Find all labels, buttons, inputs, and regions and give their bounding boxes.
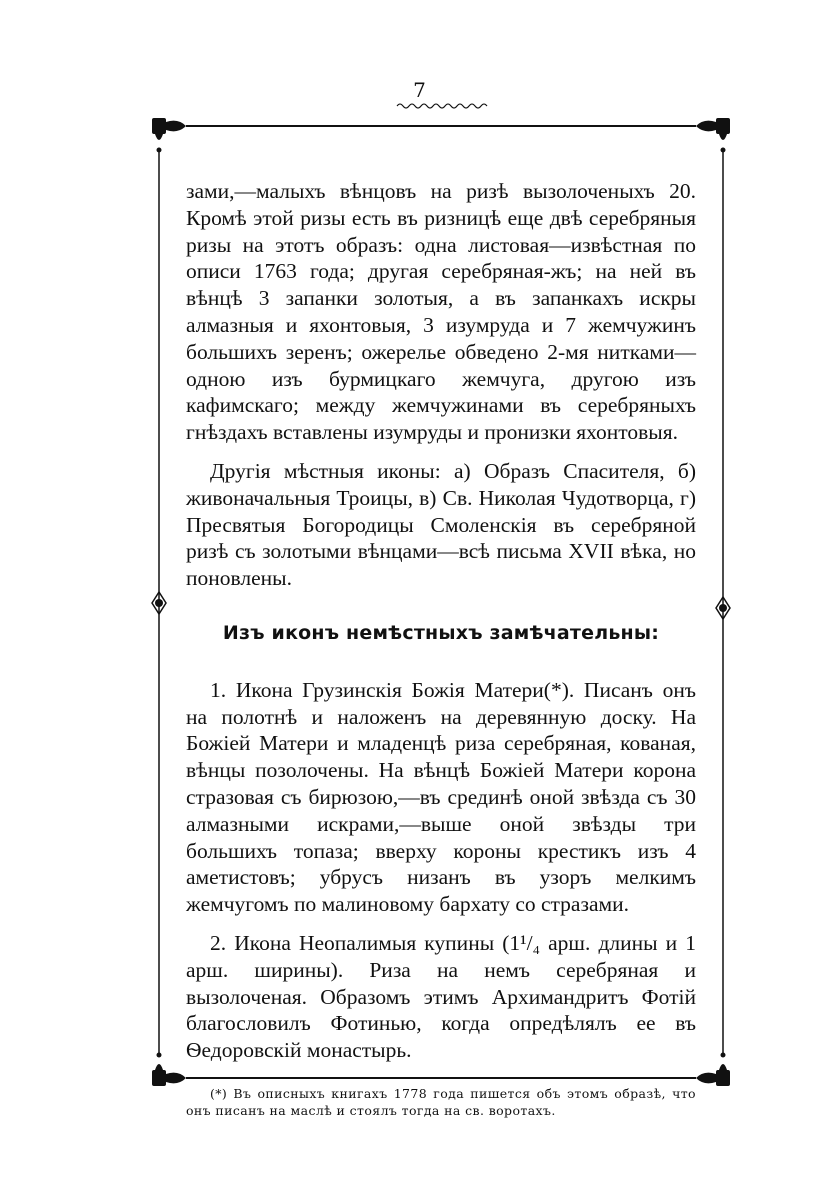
item-burning-bush-icon: 2. Икона Неопалимыя купины (1¹/₄ арш. длины и 1 арш. ширины). Риза на немъ серебряная и вызолоченая. Образомъ этимъ Архимандритъ Фотій благословилъ Фотинью, когда опредѣлялъ ее въ Ѳедоровскій монастырь. — [186, 930, 696, 1063]
side-ornament-right — [716, 597, 730, 619]
page-number-flourish — [395, 100, 489, 110]
footnote: (*) Въ описныхъ книгахъ 1778 года пишется объ этомъ образѣ, что онъ писанъ на маслѣ и стоялъ тогда на св. воротахъ. — [186, 1085, 696, 1118]
corner-ornament-bottom-left — [152, 1053, 186, 1087]
paragraph-continuation: зами,—малыхъ вѣнцовъ на ризѣ вызолоченыхъ 20. Кромѣ этой ризы есть въ ризницѣ еще двѣ серебряныя ризы на этотъ образъ: одна листовая—извѣстная по описи 1763 года; другая серебряная-жъ; на ней въ вѣнцѣ 3 запанки золотыя, а въ запанкахъ искры алмазныя и яхонтовыя, 3 изумруда и 7 жемчужинъ большихъ зеренъ; ожерелье обведено 2-мя нитками—одною изъ бурмицкаго жемчуга, другою изъ кафимскаго; между жемчужинами въ серебряныхъ гнѣздахъ вставлены изумруды и пронизки яхонтовыя. — [186, 179, 696, 445]
corner-ornament-top-right — [696, 118, 730, 153]
footnote-rule — [186, 1078, 278, 1079]
side-ornament-left — [152, 592, 166, 614]
page-number: 7 — [413, 78, 427, 102]
corner-ornament-top-left — [152, 118, 186, 153]
item-georgian-icon: 1. Икона Грузинскія Божія Матери(*). Писанъ онъ на полотнѣ и наложенъ на деревянную доску. На Божіей Матери и младенцѣ риза серебряная, кованая, вѣнцы позолочены. На вѣнцѣ Божіей Матери корона стразовая съ бирюзою,—въ срединѣ оной звѣзда съ 30 алмазными искрами,—выше оной звѣзды три большихъ топаза; вверху короны крестикъ изъ 4 аметистовъ; убрусъ низанъ въ узоръ мелкимъ жемчугомъ по малиновому бархату со стразами. — [186, 677, 696, 917]
paragraph-local-icons: Другія мѣстныя иконы: а) Образъ Спасителя, б) живоначальныя Троицы, в) Св. Николая Чудотворца, г) Пресвятыя Богородицы Смоленскія въ серебряной ризѣ съ золотыми вѣнцами—всѣ письма XVII вѣка, но поновлены. — [186, 458, 696, 591]
section-heading: Изъ иконъ немѣстныхъ замѣчательны: — [222, 621, 660, 644]
corner-ornament-bottom-right — [696, 1053, 730, 1087]
page-body — [186, 178, 696, 1119]
